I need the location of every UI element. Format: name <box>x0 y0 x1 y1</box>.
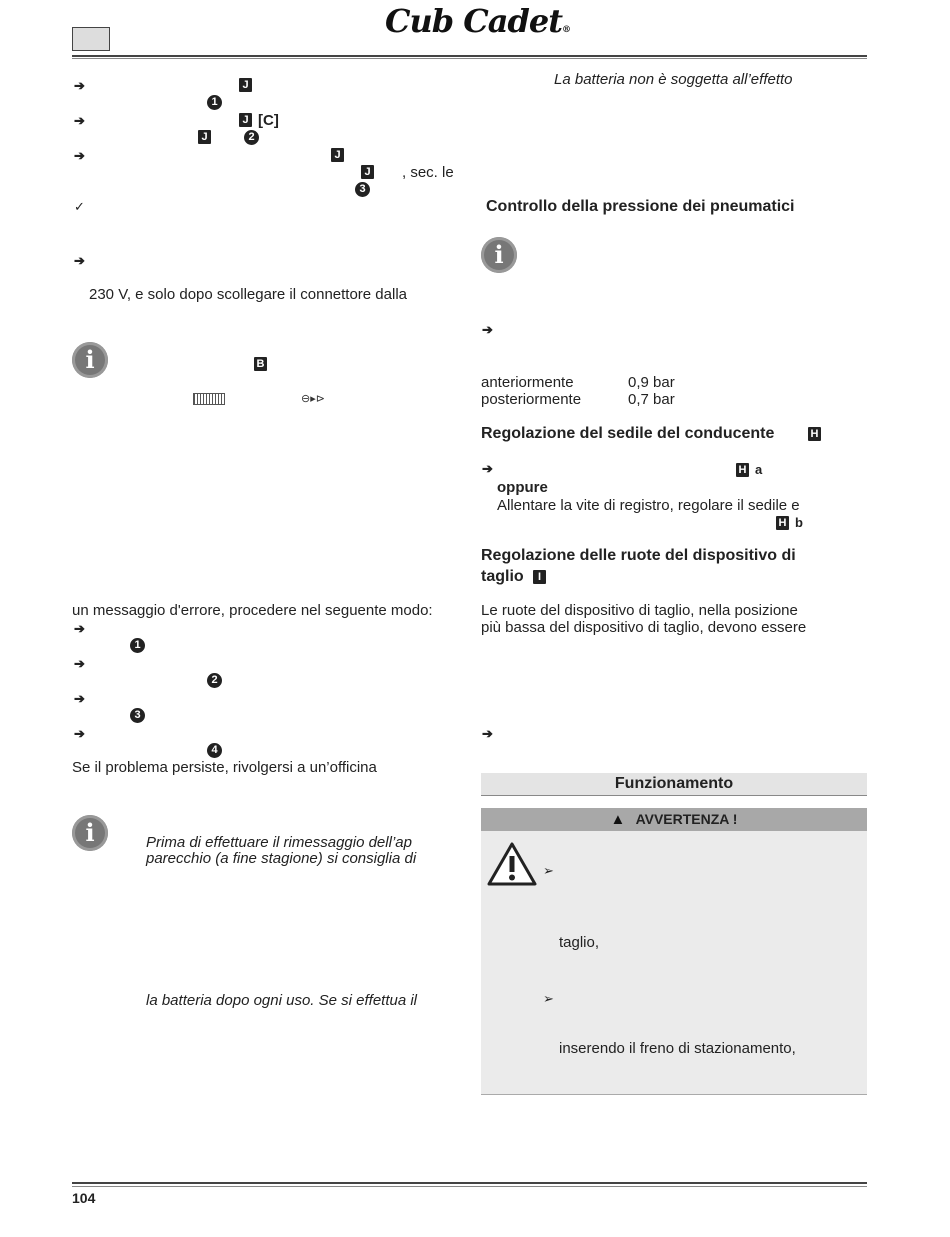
text-oppure: oppure <box>497 479 548 496</box>
brand-logo: Cub Cadet® <box>385 2 570 40</box>
ref-J: J <box>239 113 252 127</box>
warning-text-2: inserendo il freno di stazionamento, <box>559 1040 796 1057</box>
heading-seat: Regolazione del sedile del conducente <box>481 425 775 442</box>
header-box <box>72 27 110 51</box>
text-wheels-2: più bassa del dispositivo di taglio, devono essere <box>481 619 807 636</box>
footer-rule-thin <box>72 1186 867 1187</box>
footer-rule <box>72 1182 867 1184</box>
arrow-bullet: ➔ <box>74 148 85 163</box>
text-persist: Se il problema persiste, rivolgersi a un’officina <box>72 759 377 776</box>
ref-H: H <box>776 516 789 530</box>
warning-small-icon: ▲ <box>610 811 626 828</box>
check-mark: ✓ <box>74 199 85 214</box>
ref-J: J <box>361 165 374 179</box>
ref-a: a <box>755 462 763 477</box>
value-rear: 0,7 bar <box>628 391 675 408</box>
ref-H: H <box>808 427 821 441</box>
heading-wheels-2: taglio <box>481 568 524 585</box>
info-icon: i <box>481 237 517 273</box>
text-230v: 230 V, e solo dopo scollegare il connettore dalla <box>89 286 408 303</box>
text-storage-1: Prima di effettuare il rimessaggio dell’ap <box>146 834 412 851</box>
info-icon: i <box>72 815 108 851</box>
warning-title: AVVERTENZA ! <box>635 811 738 827</box>
warning-bullet: ➢ <box>543 991 554 1006</box>
info-icon: i <box>72 342 108 378</box>
arrow-bullet: ➔ <box>482 461 493 476</box>
value-front: 0,9 bar <box>628 374 675 391</box>
warning-triangle-icon <box>486 841 538 887</box>
arrow-bullet: ➔ <box>74 113 85 128</box>
arrow-bullet: ➔ <box>74 621 85 636</box>
ref-J: J <box>239 78 252 92</box>
page-number: 104 <box>72 1190 96 1206</box>
text-sec-le: , sec. le <box>402 164 454 181</box>
heading-tire-pressure: Controllo della pressione dei pneumatici <box>486 198 795 215</box>
ref-H: H <box>736 463 749 477</box>
warning-text-1: taglio, <box>559 934 600 951</box>
ref-2: 2 <box>244 130 259 145</box>
ref-4: 4 <box>207 743 222 758</box>
arrow-bullet: ➔ <box>74 726 85 741</box>
ref-1: 1 <box>130 638 145 653</box>
header-rule-thin <box>72 58 867 59</box>
ref-2: 2 <box>207 673 222 688</box>
warning-header <box>481 808 867 831</box>
section-title: Funzionamento <box>614 775 734 792</box>
arrow-bullet: ➔ <box>74 656 85 671</box>
text-storage-2: parecchio (a fine stagione) si consiglia di <box>146 850 417 867</box>
ref-J: J <box>198 130 211 144</box>
ref-1: 1 <box>207 95 222 110</box>
plug-icon: ⊖▸⊳ <box>301 393 325 405</box>
warning-bullet: ➢ <box>543 863 554 878</box>
arrow-bullet: ➔ <box>74 691 85 706</box>
arrow-bullet: ➔ <box>482 322 493 337</box>
text-battery-note: La batteria non è soggetta all’effetto <box>554 71 793 88</box>
text-error-message: un messaggio d'errore, procedere nel seguente modo: <box>72 602 433 619</box>
text-storage-3: la batteria dopo ogni uso. Se si effettua il <box>146 992 418 1009</box>
text-wheels-1: Le ruote del dispositivo di taglio, nella posizione <box>481 602 798 619</box>
arrow-bullet: ➔ <box>74 253 85 268</box>
section-header <box>481 773 867 796</box>
label-front: anteriormente <box>481 374 574 391</box>
arrow-bullet: ➔ <box>74 78 85 93</box>
ref-C: [C] <box>258 112 279 129</box>
ref-B: B <box>254 357 267 371</box>
label-rear: posteriormente <box>481 391 582 408</box>
ref-3: 3 <box>130 708 145 723</box>
ref-b: b <box>795 515 803 530</box>
header-rule <box>72 55 867 57</box>
text-seat: Allentare la vite di registro, regolare il sedile e <box>497 497 800 514</box>
ref-I: I <box>533 570 546 584</box>
ref-3: 3 <box>355 182 370 197</box>
heading-wheels-1: Regolazione delle ruote del dispositivo di <box>481 547 796 564</box>
battery-icon <box>193 393 225 405</box>
ref-J: J <box>331 148 344 162</box>
arrow-bullet: ➔ <box>482 726 493 741</box>
